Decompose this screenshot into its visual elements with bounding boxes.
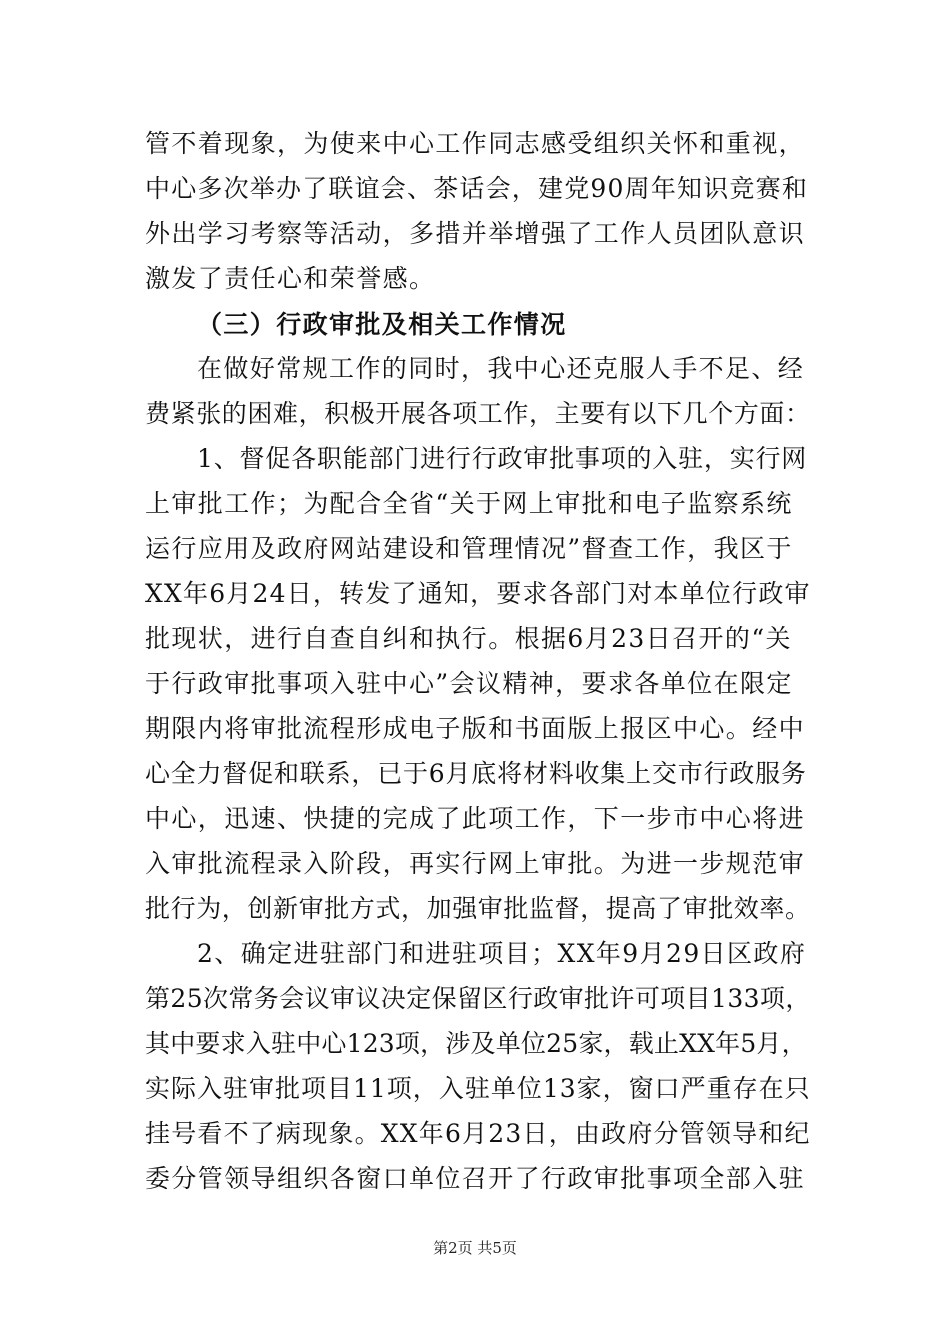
body-line-24: 委分管领导组织各窗口单位召开了行政审批事项全部入驻: [145, 1164, 806, 1193]
body-line-8: 1、督促各职能部门进行行政审批事项的入驻，实行网: [197, 444, 808, 473]
section-heading: （三）行政审批及相关工作情况: [197, 310, 567, 339]
body-line-21: 其中要求入驻中心123项，涉及单位25家，载止XX年5月，: [145, 1029, 807, 1058]
body-line-20: 第25次常务会议审议决定保留区行政审批许可项目133项，: [145, 984, 811, 1013]
body-line-10: 运行应用及政府网站建设和管理情况”督查工作，我区于: [145, 534, 793, 563]
body-line-19: 2、确定进驻部门和进驻项目；XX年9月29日区政府: [197, 939, 807, 968]
body-line-18: 批行为，创新审批方式，加强审批监督，提高了审批效率。: [145, 894, 811, 923]
body-line-3: 外出学习考察等活动，多措并举增强了工作人员团队意识: [145, 219, 806, 248]
body-line-11: XX年6月24日，转发了通知，要求各部门对本单位行政审: [145, 579, 811, 608]
body-line-1: 管不着现象，为使来中心工作同志感受组织关怀和重视，: [145, 129, 806, 158]
body-line-7: 费紧张的困难，积极开展各项工作，主要有以下几个方面：: [145, 399, 811, 428]
body-line-17: 入审批流程录入阶段，再实行网上审批。为进一步规范审: [145, 849, 806, 878]
body-line-23: 挂号看不了病现象。XX年6月23日，由政府分管领导和纪: [145, 1119, 811, 1148]
body-line-16: 中心，迅速、快捷的完成了此项工作，下一步市中心将进: [145, 804, 806, 833]
page-number-footer: 第2页 共5页: [433, 1239, 517, 1257]
body-line-6: 在做好常规工作的同时，我中心还克服人手不足、经: [197, 354, 805, 383]
body-line-15: 心全力督促和联系，已于6月底将材料收集上交市行政服务: [145, 759, 807, 788]
body-line-13: 于行政审批事项入驻中心”会议精神，要求各单位在限定: [145, 669, 793, 698]
body-line-12: 批现状，进行自查自纠和执行。根据6月23日召开的“关: [145, 624, 792, 653]
body-line-4: 激发了责任心和荣誉感。: [145, 264, 436, 293]
body-line-22: 实际入驻审批项目11项，入驻单位13家，窗口严重存在只: [145, 1074, 811, 1103]
body-line-2: 中心多次举办了联谊会、茶话会，建党90周年知识竞赛和: [145, 174, 809, 203]
body-line-14: 期限内将审批流程形成电子版和书面版上报区中心。经中: [145, 714, 806, 743]
body-line-9: 上审批工作；为配合全省“关于网上审批和电子监察系统: [145, 489, 793, 518]
